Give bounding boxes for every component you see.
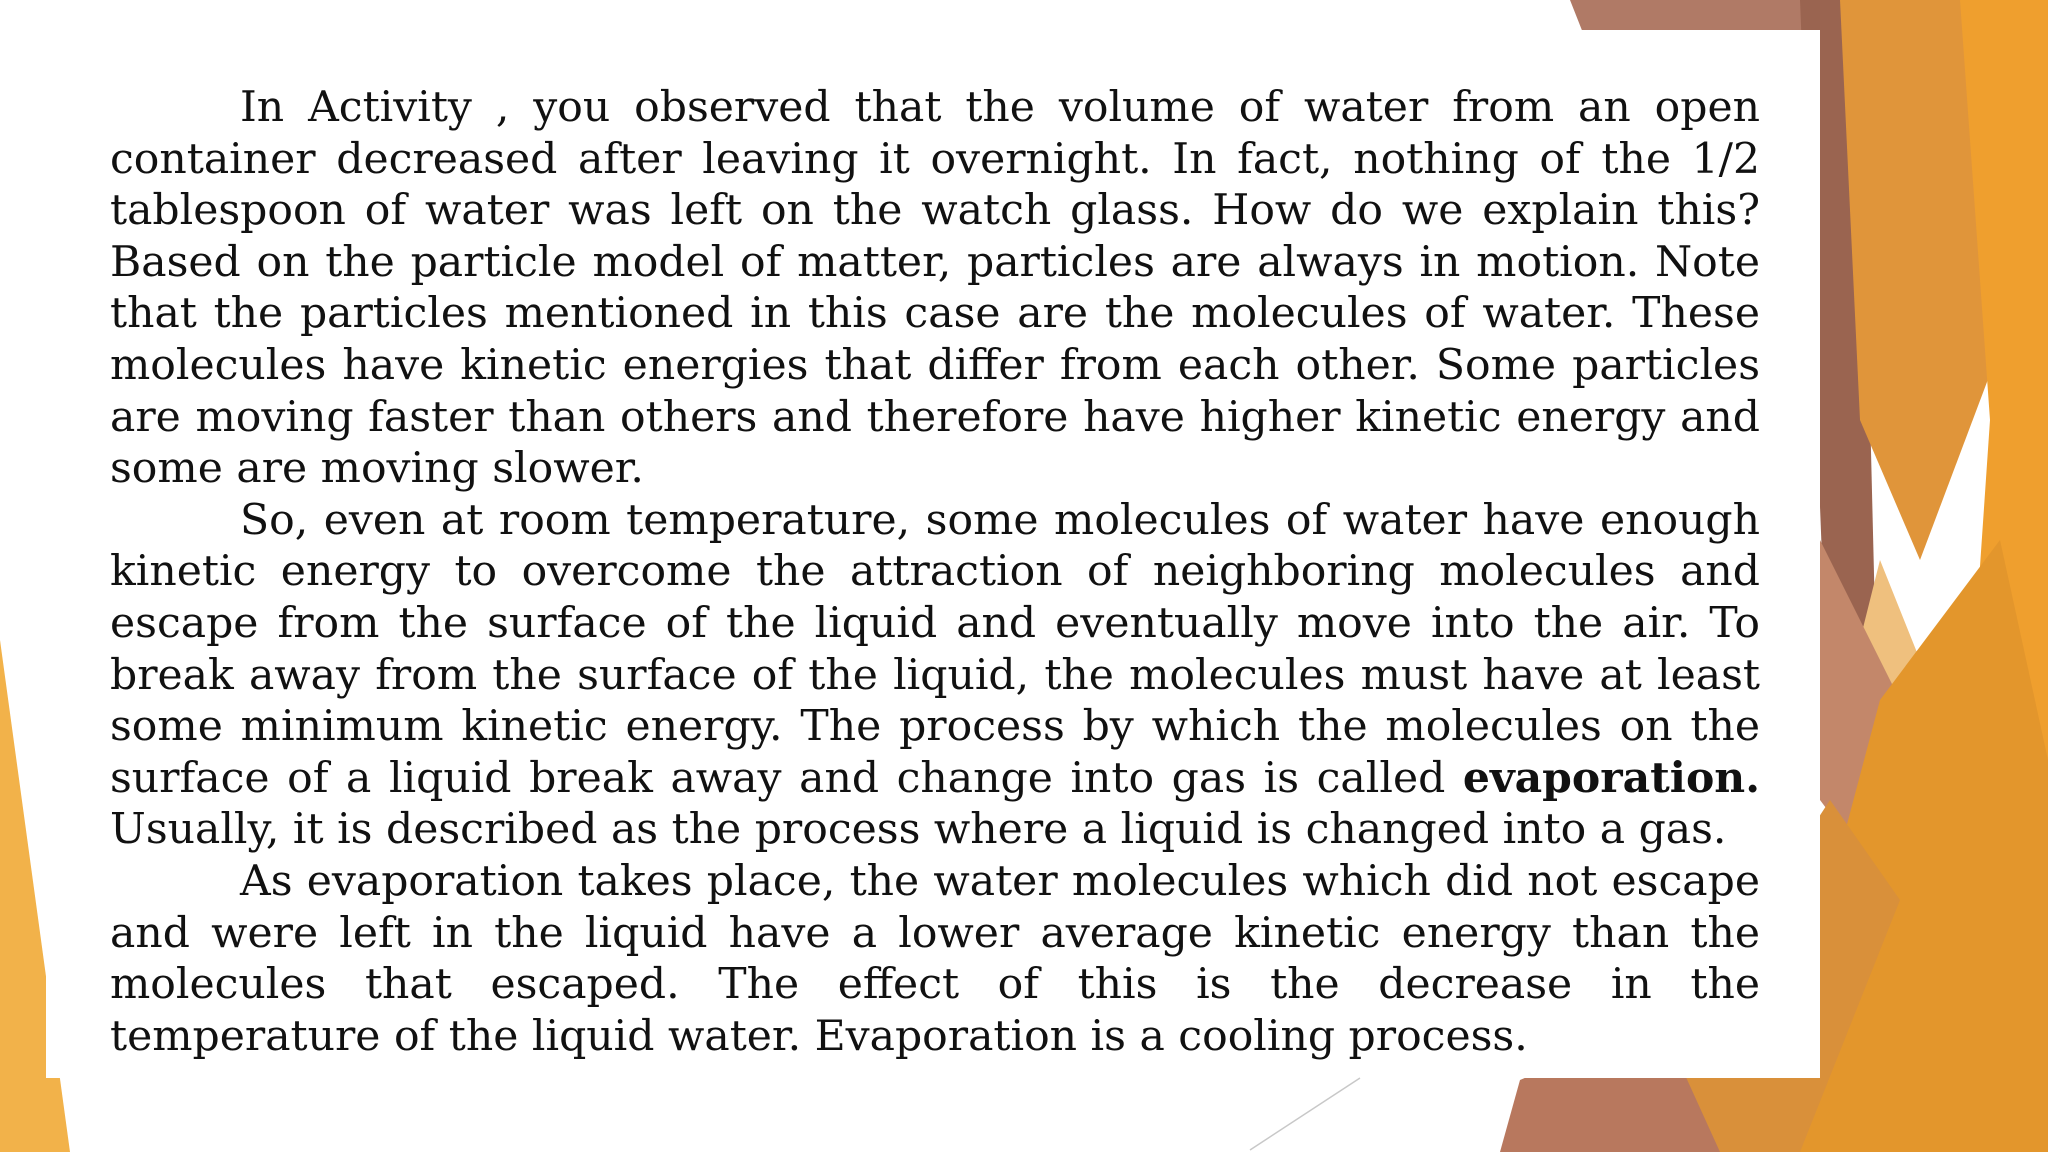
term-evaporation: evaporation.: [1462, 752, 1760, 803]
paragraph-2-text-after: Usually, it is described as the process where a liquid is changed into a gas.: [110, 805, 1727, 855]
paragraph-2-text-before: So, even at room temperature, some molecules of water have enough kinetic energy to overcome the attraction of neighboring molecules and escape from the surface of the liquid and eventually move into the air. To break away from the surface of the liquid, the molecules must have at least some minimum kinetic energy. The process by which the molecules on the surface of a liquid break away and change into gas is called: [110, 495, 1760, 803]
paragraph-3: As evaporation takes place, the water molecules which did not escape and were left in the liquid have a lower average kinetic energy than the molecules that escaped. The effect of this is the decrease in the temperature of the liquid water. Evaporation is a cooling process.: [110, 856, 1760, 1061]
paragraph-1: In Activity , you observed that the volume of water from an open container decreased after leaving it overnight. In fact, nothing of the 1/2 tablespoon of water was left on the watch glass. How do we explain this? Based on the particle model of matter, particles are always in motion. Note that the particles mentioned in this case are the molecules of water. These molecules have kinetic energies that differ from each other. Some particles are moving faster than others and therefore have higher kinetic energy and some are moving slower.: [110, 83, 1760, 494]
document-page: [46, 30, 1820, 1078]
paragraph-2: [110, 495, 1760, 856]
document-body: [110, 82, 1760, 1062]
